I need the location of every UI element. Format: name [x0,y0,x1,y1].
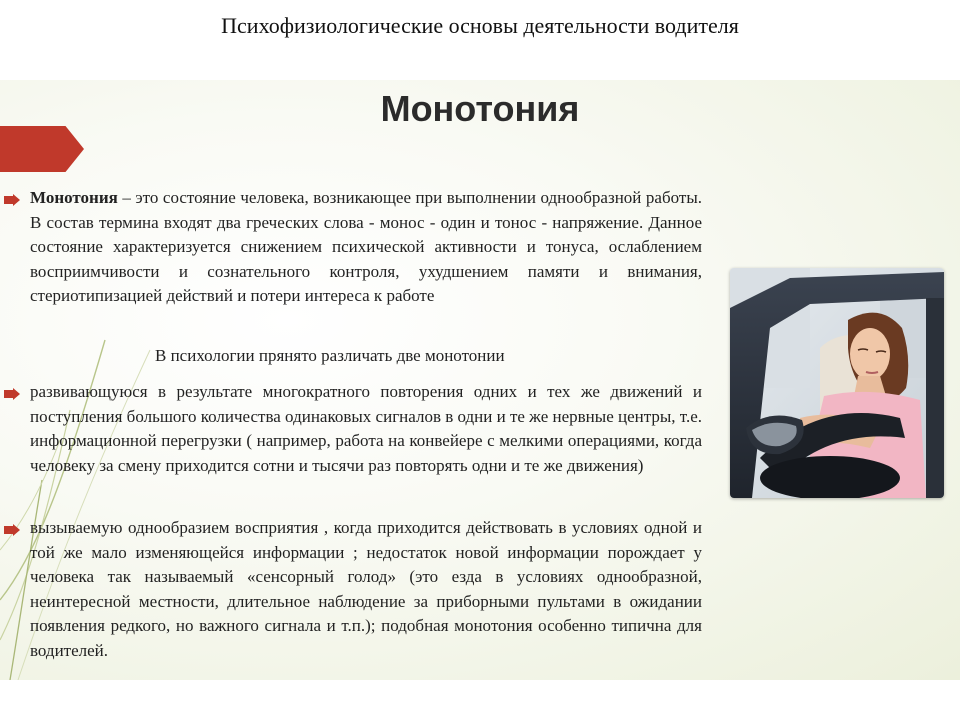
arrow-bullet-icon [4,194,20,206]
page-header [0,0,960,80]
definition-paragraph [30,186,702,309]
monotony-type-2: вызываемую однообразием восприятия , когда приходится действовать в условиях одной и той же мало изменяющейся информации ; недостаток новой информации порождает у человека так называемый «сенсорный голод» (это езда в условиях однообразной, неинтересной местности, длительное наблюдение за приборными пультами в ожидании появления редкого, но важного сигнала и т.п.); подобная монотония особенно типична для водителей. [30,518,702,660]
slide-title: Монотония [380,88,580,129]
arrow-bullet-icon [4,388,20,400]
arrow-bullet-icon [4,524,20,536]
definition-text: – это состояние человека, возникающее при выполнении однообразной работы. В состав термина входят два греческих слова - монос - один и тонос - напряжение. Данное состояние характеризуется снижением психической активности и тонуса, ослаблением восприимчивости и сознательного контроля, ухудшением памяти и внимания, стериотипизацией действий и потери интереса к работе [30,188,702,306]
types-intro: В психологии прянято различать две монотонии [155,346,505,365]
definition-term: Монотония [30,188,118,207]
monotony-type-1: развивающуюся в результате многократного повторения одних и тех же движений и поступления большого количества одинаковых сигналов в одни и те же нервные центры, т.е. информационной перегрузки ( например, работа на конвейере с мелкими операциями, когда человеку за смену приходится сотни и тысячи раз повторять одни и те же движения) [30,382,702,475]
driver-sleeping-photo [730,268,944,498]
page-title: Психофизиологические основы деятельности водителя [221,13,739,38]
slide [0,80,960,680]
